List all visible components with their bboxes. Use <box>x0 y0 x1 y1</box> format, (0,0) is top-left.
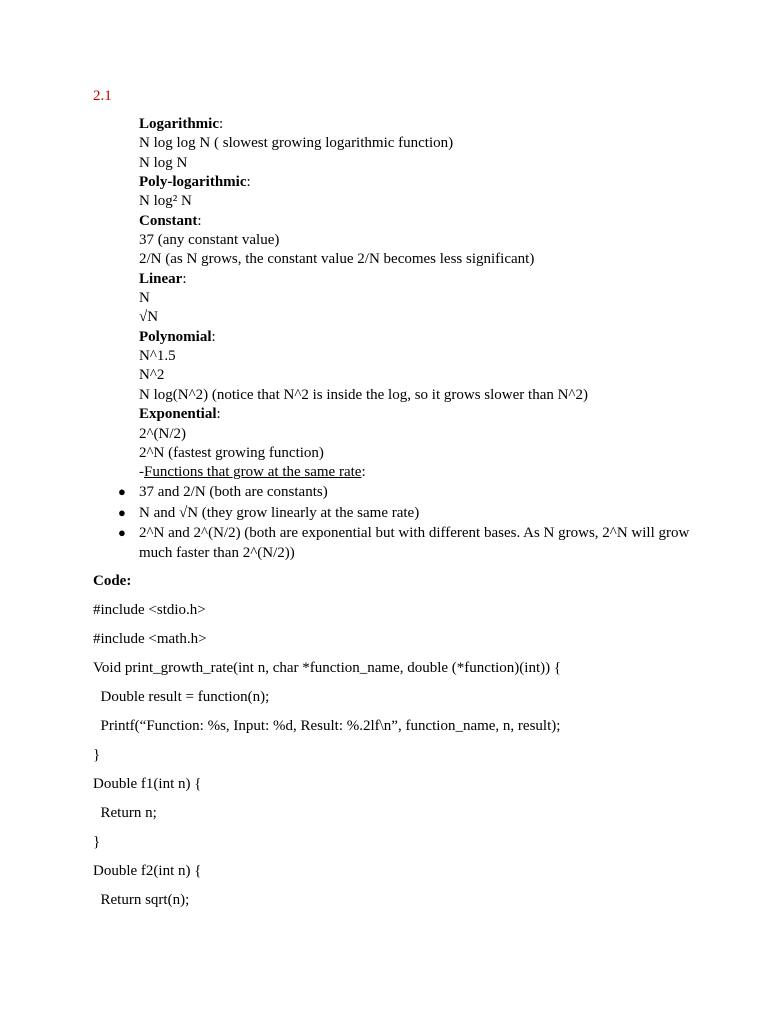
list-item: ● 37 and 2/N (both are constants) <box>118 484 328 500</box>
code-line: Double f2(int n) { <box>93 863 202 879</box>
category-item: N log N <box>139 154 188 171</box>
code-line: Double f1(int n) { <box>93 776 202 792</box>
category-item: 37 (any constant value) <box>139 232 280 249</box>
category-item: N log² N <box>139 193 192 210</box>
category-polylog: Poly-logarithmic: <box>139 174 251 191</box>
same-rate-label: Functions that grow at the same rate <box>144 464 362 481</box>
category-title: Constant <box>139 212 198 229</box>
category-constant: Constant: <box>139 212 202 229</box>
category-item: 2^N (fastest growing function) <box>139 444 324 461</box>
category-exponential: Exponential: <box>139 406 221 423</box>
code-line: #include <stdio.h> <box>93 602 206 618</box>
code-line: Printf(“Function: %s, Input: %d, Result: %.2lf\n”, function_name, n, result); <box>93 718 561 734</box>
bullet-icon: ● <box>118 504 126 520</box>
category-item: N^2 <box>139 367 165 384</box>
category-logarithmic: Logarithmic: <box>139 116 224 132</box>
same-rate-list <box>114 482 694 564</box>
category-item: √N <box>139 309 159 326</box>
growth-categories <box>139 115 739 483</box>
category-title: Exponential <box>139 406 217 423</box>
category-item: N <box>139 290 150 307</box>
category-title: Polynomial <box>139 328 212 345</box>
code-line: } <box>93 834 101 850</box>
category-linear: Linear: <box>139 270 187 287</box>
same-rate-heading: -Functions that grow at the same rate: <box>139 464 366 481</box>
code-heading: Code: <box>93 573 132 589</box>
category-item: N^1.5 <box>139 348 176 365</box>
section-number: 2.1 <box>93 88 112 104</box>
category-title: Poly-logarithmic <box>139 174 247 191</box>
list-item: ● 2^N and 2^(N/2) (both are exponential but with different bases. As N grows, 2^N will grow much faster than 2^(N/2)) <box>118 525 690 561</box>
list-item: ● N and √N (they grow linearly at the same rate) <box>118 504 420 521</box>
code-line: #include <math.h> <box>93 631 207 647</box>
code-line: Void print_growth_rate(int n, char *function_name, double (*function)(int)) { <box>93 660 562 676</box>
bullet-icon: ● <box>118 484 126 499</box>
category-item: N log log N ( slowest growing logarithmic function) <box>139 135 454 152</box>
code-line: Return n; <box>93 805 157 821</box>
category-item: N log(N^2) (notice that N^2 is inside the log, so it grows slower than N^2) <box>139 386 588 403</box>
category-title: Linear <box>139 270 183 287</box>
category-item: 2^(N/2) <box>139 425 187 442</box>
bullet-icon: ● <box>118 525 126 540</box>
code-line: Return sqrt(n); <box>93 892 190 908</box>
category-polynomial: Polynomial: <box>139 328 216 345</box>
code-line: } <box>93 747 101 763</box>
category-title: Logarithmic <box>139 116 219 132</box>
code-section <box>93 571 733 919</box>
category-item: 2/N (as N grows, the constant value 2/N becomes less significant) <box>139 251 535 268</box>
code-line: Double result = function(n); <box>93 689 270 705</box>
